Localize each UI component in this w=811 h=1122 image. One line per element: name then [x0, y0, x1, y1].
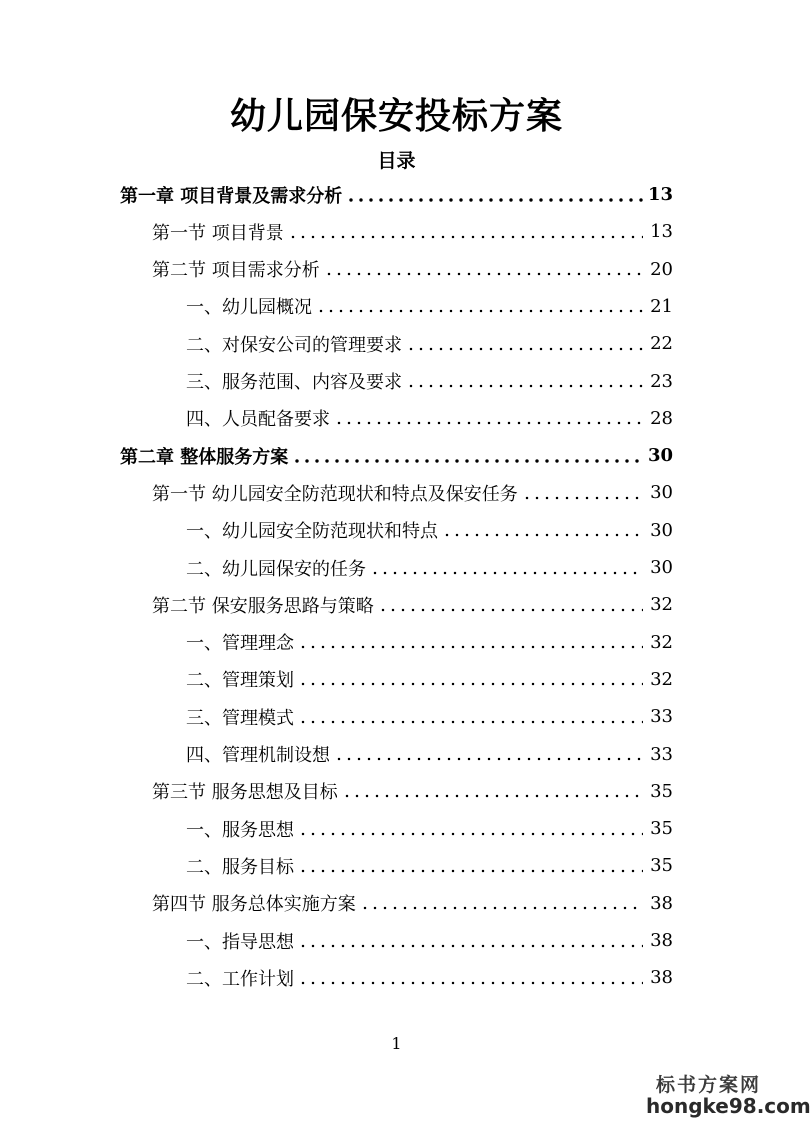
- toc-entry-page: 35: [650, 780, 673, 802]
- toc-entry-label: 一、指导思想: [186, 931, 294, 953]
- toc-entry-page: 32: [650, 631, 673, 653]
- watermark-url: hongke98.com: [646, 1094, 811, 1118]
- toc-entry[interactable]: [186, 549, 673, 586]
- toc-entry-label: 第一节 幼儿园安全防范现状和特点及保安任务: [152, 483, 518, 505]
- toc-leader-dots: [298, 832, 643, 836]
- toc-entry-label: 第一节 项目背景: [152, 222, 284, 244]
- toc-leader-dots: [292, 459, 643, 463]
- toc-leader-dots: [406, 347, 643, 351]
- toc-leader-dots: [370, 571, 643, 575]
- toc-entry-label: 第一章 项目背景及需求分析: [120, 185, 343, 207]
- toc-leader-dots: [298, 981, 643, 985]
- toc-entry[interactable]: [186, 922, 673, 959]
- toc-leader-dots: [406, 384, 643, 388]
- toc-entry[interactable]: [186, 810, 673, 847]
- toc-entry-label: 一、服务思想: [186, 819, 294, 841]
- toc-entry-page: 30: [650, 557, 673, 578]
- toc-entry[interactable]: [186, 288, 673, 325]
- toc-entry-label: 一、管理理念: [186, 633, 294, 655]
- toc-leader-dots: [522, 496, 643, 500]
- toc-entry[interactable]: [152, 251, 673, 288]
- toc-entry[interactable]: [120, 176, 673, 213]
- toc-entry[interactable]: [186, 847, 673, 884]
- toc-entry-page: 33: [650, 743, 673, 765]
- toc-leader-dots: [334, 421, 643, 425]
- toc-leader-dots: [442, 533, 643, 537]
- toc-entry[interactable]: [186, 661, 673, 698]
- toc-entry-page: 13: [650, 221, 673, 243]
- toc-leader-dots: [298, 645, 643, 649]
- toc-leader-dots: [298, 944, 643, 948]
- toc-entry-page: 30: [650, 519, 673, 541]
- toc-entry-page: 33: [650, 706, 673, 728]
- toc-entry[interactable]: [186, 624, 673, 661]
- toc-entry-page: 32: [650, 594, 673, 616]
- toc-entry-label: 二、工作计划: [186, 968, 294, 990]
- toc-entry[interactable]: [152, 773, 673, 810]
- toc-entry-label: 二、幼儿园保安的任务: [186, 558, 366, 580]
- toc-entry-label: 二、对保安公司的管理要求: [186, 334, 402, 356]
- toc-entry[interactable]: [152, 586, 673, 623]
- toc-entry-label: 一、幼儿园安全防范现状和特点: [186, 521, 438, 543]
- toc-entry-page: 20: [650, 258, 673, 280]
- toc-entry-page: 28: [650, 407, 673, 429]
- toc-entry[interactable]: [186, 959, 673, 996]
- toc-leader-dots: [378, 608, 643, 612]
- toc-leader-dots: [324, 272, 643, 276]
- toc-entry-page: 21: [650, 295, 673, 317]
- toc-entry-label: 三、管理模式: [186, 707, 294, 729]
- toc-entry-page: 32: [650, 668, 673, 690]
- toc-entry[interactable]: [186, 363, 673, 400]
- toc-entry-page: 35: [650, 818, 673, 840]
- toc-entry[interactable]: [186, 698, 673, 735]
- toc-entry-label: 第二节 项目需求分析: [152, 260, 320, 282]
- toc-leader-dots: [298, 869, 643, 873]
- toc-entry[interactable]: [186, 512, 673, 549]
- toc-entry-page: 30: [647, 445, 673, 467]
- toc-entry-page: 22: [650, 333, 673, 355]
- toc-entry-page: 23: [650, 370, 673, 392]
- toc-heading: 目录: [377, 150, 416, 172]
- toc-leader-dots: [316, 309, 643, 313]
- toc-entry[interactable]: [186, 400, 673, 437]
- toc-entry-label: 一、幼儿园概况: [186, 297, 312, 319]
- toc-entry-label: 二、管理策划: [186, 670, 294, 692]
- toc-leader-dots: [334, 757, 643, 761]
- toc-entry-label: 四、人员配备要求: [186, 409, 330, 431]
- document-title: 幼儿园保安投标方案: [229, 95, 563, 137]
- toc-leader-dots: [346, 198, 643, 202]
- toc-entry-label: 三、服务范围、内容及要求: [186, 372, 402, 393]
- toc-leader-dots: [298, 682, 643, 686]
- toc-entry-page: 35: [650, 855, 673, 877]
- toc-entry[interactable]: [120, 437, 673, 474]
- toc-leader-dots: [360, 906, 643, 910]
- toc-entry-label: 第四节 服务总体实施方案: [152, 894, 356, 916]
- toc-entry-page: 38: [650, 892, 673, 914]
- toc-leader-dots: [342, 794, 643, 798]
- toc-entry-page: 38: [650, 930, 673, 951]
- toc-leader-dots: [298, 720, 643, 724]
- toc-entry[interactable]: [152, 474, 673, 511]
- toc-entry-label: 第二节 保安服务思路与策略: [152, 595, 374, 617]
- toc-leader-dots: [288, 235, 643, 239]
- toc-entry-label: 第二章 整体服务方案: [120, 446, 289, 468]
- toc-entry-page: 30: [650, 482, 673, 504]
- toc-entry[interactable]: [152, 885, 673, 922]
- toc-entry-page: 13: [647, 184, 673, 205]
- toc-entry[interactable]: [152, 213, 673, 250]
- toc-entry-label: 第三节 服务思想及目标: [152, 782, 338, 804]
- toc-entry[interactable]: [186, 325, 673, 362]
- page-number: 1: [391, 1034, 402, 1053]
- toc-entry-label: 二、服务目标: [186, 856, 294, 878]
- watermark-logo-text: 标书方案网: [656, 1074, 762, 1096]
- toc-entry[interactable]: [186, 736, 673, 773]
- toc-entry-label: 四、管理机制设想: [186, 745, 330, 766]
- toc-entry-page: 38: [650, 967, 673, 989]
